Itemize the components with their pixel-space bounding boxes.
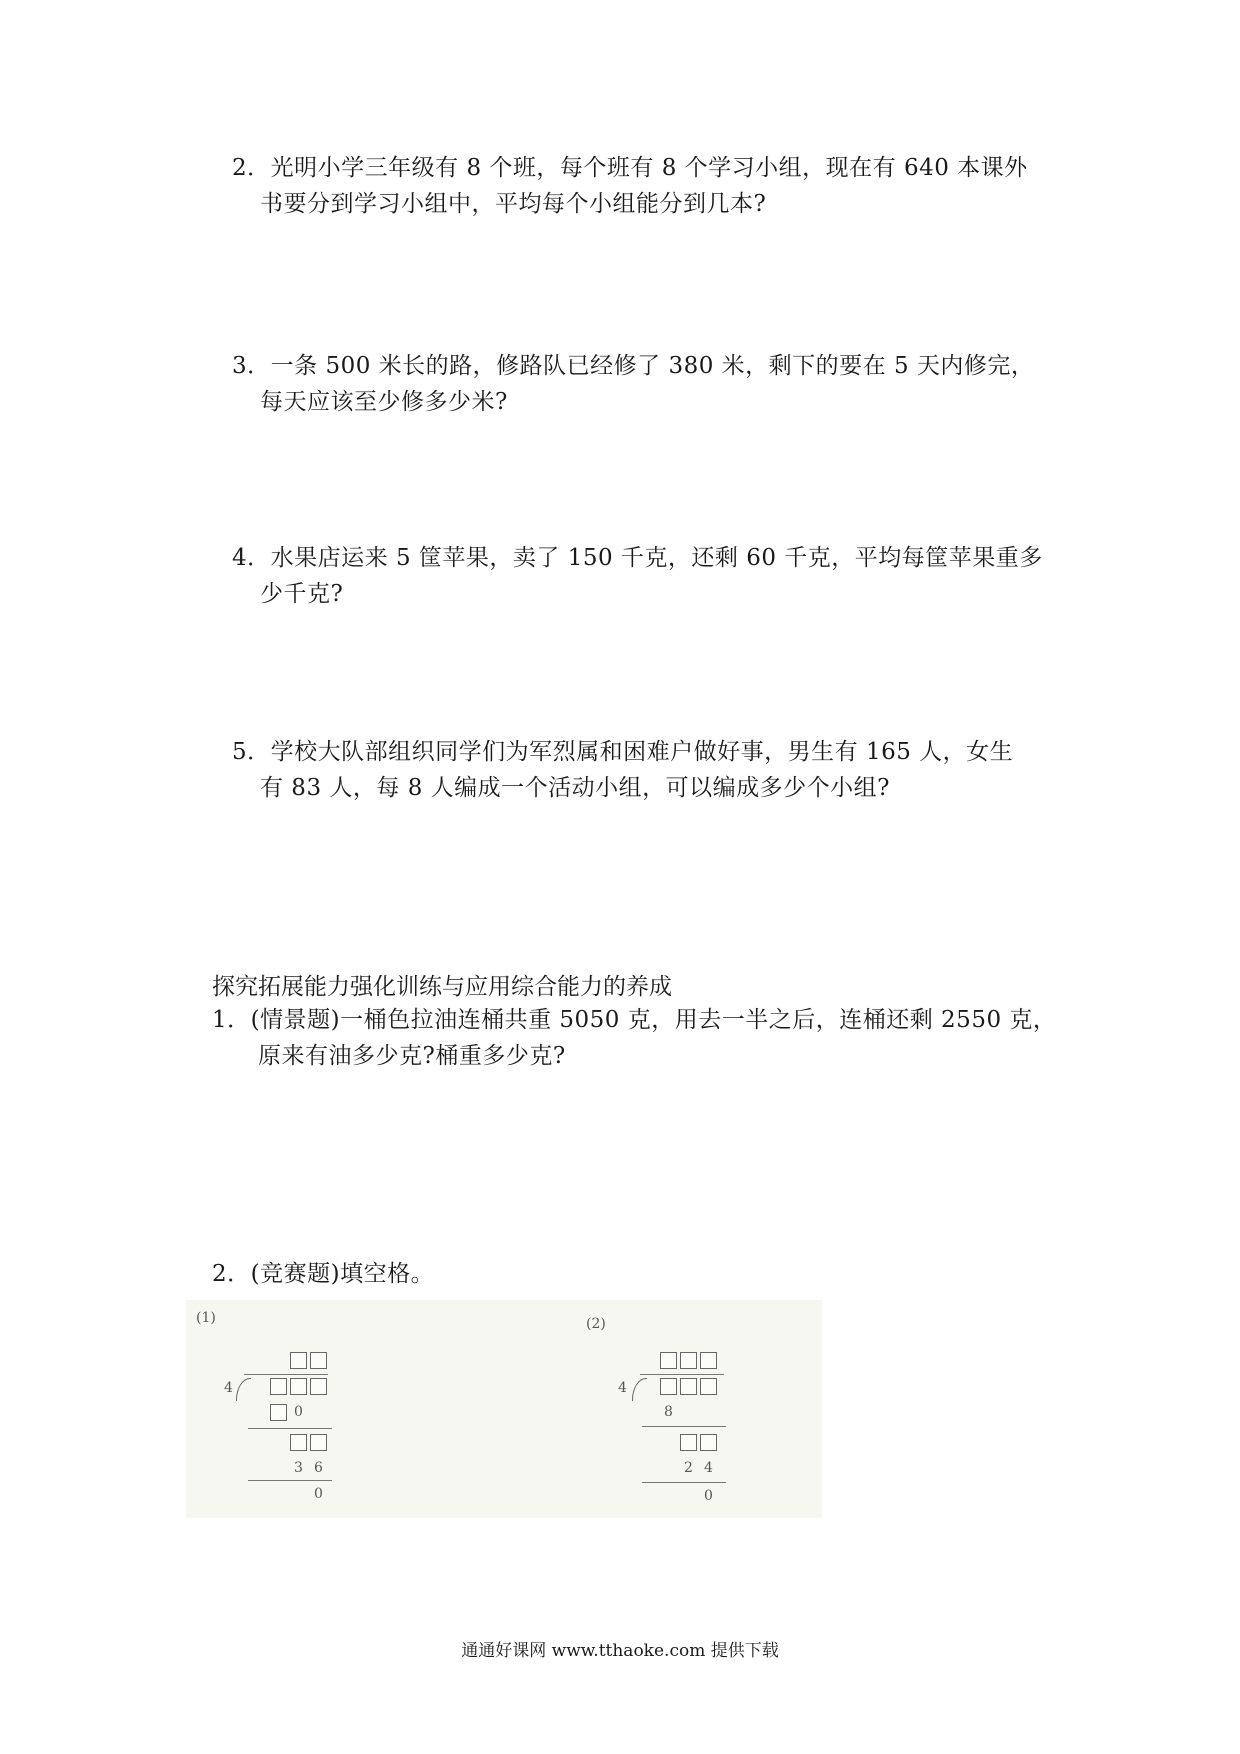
question-5-line1: 5．学校大队部组织同学们为军烈属和困难户做好事，男生有 165 人，女生 <box>232 739 1014 765</box>
question-4-line2: 少千克? <box>260 581 344 607</box>
puzzle-1-label: (1) <box>196 1310 216 1326</box>
puzzle-1-divisor: 4 <box>224 1380 233 1396</box>
question-4-line1: 4．水果店运来 5 筐苹果，卖了 150 千克，还剩 60 千克，平均每筐苹果重多 <box>232 545 1043 571</box>
question-5 <box>232 734 1013 806</box>
question-3-line1: 3．一条 500 米长的路，修路队已经修了 380 米，剩下的要在 5 天内修完， <box>232 353 1035 379</box>
question-2-line1: 2．光明小学三年级有 8 个班，每个班有 8 个学习小组，现在有 640 本课外 <box>232 155 1028 181</box>
extension-question-1-line2: 原来有油多少克?桶重多少克? <box>258 1043 566 1069</box>
puzzle-1-remainder-box[interactable] <box>310 1434 327 1451</box>
puzzle-2-digit: 4 <box>704 1460 713 1476</box>
question-3 <box>232 348 1034 420</box>
section-title: 探究拓展能力强化训练与应用综合能力的养成 <box>212 974 672 1000</box>
puzzle-1-quotient-box[interactable] <box>290 1352 307 1369</box>
puzzle-2-remainder-box[interactable] <box>700 1434 717 1451</box>
puzzle-2-dividend-box[interactable] <box>700 1378 717 1395</box>
puzzle-1-dividend-box[interactable] <box>290 1378 307 1395</box>
puzzle-1-digit: 3 <box>294 1460 303 1476</box>
puzzle-1-dividend-box[interactable] <box>270 1378 287 1395</box>
puzzle-2-dividend-box[interactable] <box>680 1378 697 1395</box>
puzzle-2-quotient-box[interactable] <box>700 1352 717 1369</box>
puzzle-2-subtraction-line <box>642 1426 726 1427</box>
puzzle-2-quotient-box[interactable] <box>680 1352 697 1369</box>
puzzle-2-dividend-box[interactable] <box>660 1378 677 1395</box>
puzzle-2-label: (2) <box>586 1316 606 1332</box>
puzzle-1-dividend-box[interactable] <box>310 1378 327 1395</box>
puzzle-2-vinculum <box>640 1374 724 1375</box>
puzzle-2-digit: 8 <box>664 1404 673 1420</box>
puzzle-1-digit: 0 <box>294 1404 303 1420</box>
puzzle-1-product-box[interactable] <box>270 1404 287 1421</box>
puzzle-1-digit: 0 <box>314 1486 323 1502</box>
question-5-line2: 有 83 人，每 8 人编成一个活动小组，可以编成多少个小组? <box>260 775 890 801</box>
puzzle-2-subtraction-line <box>642 1482 726 1483</box>
puzzle-2-quotient-box[interactable] <box>660 1352 677 1369</box>
extension-question-1-line1: 1．(情景题)一桶色拉油连桶共重 5050 克，用去一半之后，连桶还剩 2550 克， <box>212 1007 1057 1033</box>
puzzle-2-division-bracket <box>632 1378 647 1401</box>
puzzle-1-vinculum <box>244 1374 328 1375</box>
page-footer: 通通好课网 www.tthaoke.com 提供下载 <box>461 1641 779 1661</box>
division-puzzles-image <box>186 1300 822 1518</box>
puzzle-2-divisor: 4 <box>618 1380 627 1396</box>
question-2 <box>232 150 1028 222</box>
puzzle-2-digit: 0 <box>704 1488 713 1504</box>
puzzle-1-subtraction-line <box>248 1480 332 1481</box>
puzzle-1-division-bracket <box>236 1378 251 1401</box>
question-3-line2: 每天应该至少修多少米? <box>260 389 508 415</box>
puzzle-1-remainder-box[interactable] <box>290 1434 307 1451</box>
puzzle-1-digit: 6 <box>314 1460 323 1476</box>
extension-question-2 <box>212 1256 434 1292</box>
puzzle-1-subtraction-line <box>248 1428 332 1429</box>
puzzle-1-quotient-box[interactable] <box>310 1352 327 1369</box>
question-2-line2: 书要分到学习小组中，平均每个小组能分到几本? <box>260 191 767 217</box>
puzzle-2-remainder-box[interactable] <box>680 1434 697 1451</box>
puzzle-2-digit: 2 <box>684 1460 693 1476</box>
question-4 <box>232 540 1043 612</box>
extension-question-1 <box>212 1002 1056 1074</box>
extension-question-2-line1: 2．(竞赛题)填空格。 <box>212 1261 435 1287</box>
